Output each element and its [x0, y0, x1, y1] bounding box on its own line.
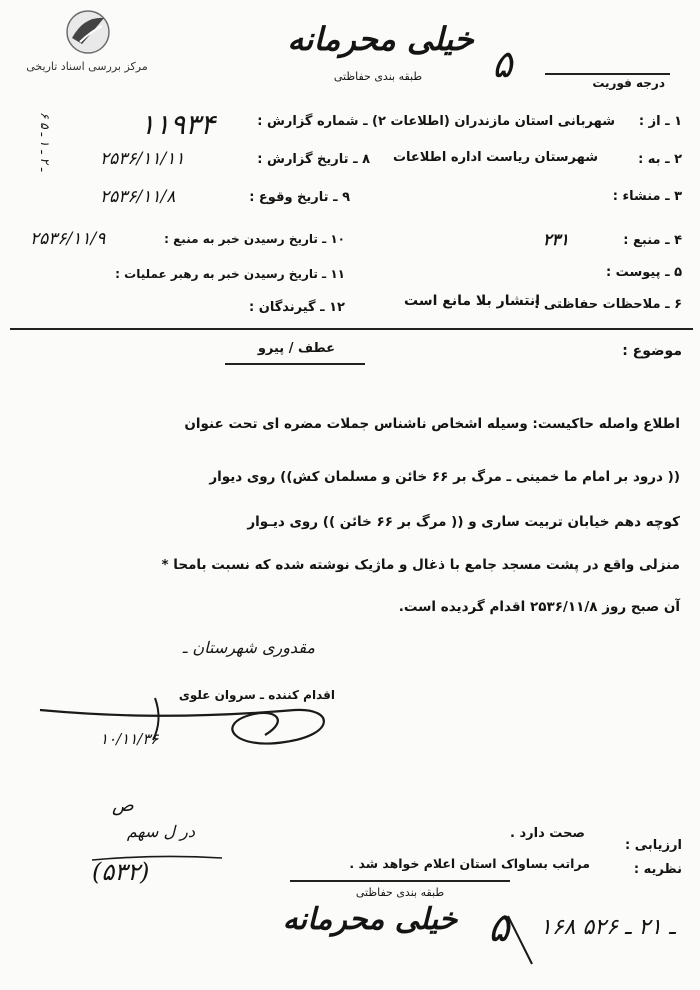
footer-hand-number: ۵ — [488, 905, 510, 951]
recipients-label: ۱۲ ـ گیرندگان : — [249, 300, 345, 315]
from-label: ۱ ـ از : — [638, 114, 682, 129]
handwritten-note: مقدوری شهرستان ـ — [182, 638, 315, 657]
subject-label: موضوع : — [622, 343, 682, 359]
margin-marks: ۶ ـ ۲ ـ ۱ ـ ۵ — [38, 112, 52, 172]
occurrence-date-value: ۲۵۳۶/۱۱/۸ — [100, 187, 176, 207]
footer-doc-code: ۱۶۸ ـ ۲۱ ـ ۵۲۶ — [540, 915, 676, 940]
action-date: ۱۰/۱۱/۳۶ — [100, 730, 159, 748]
security-label: ۶ ـ ملاحظات حفاظتی : — [534, 297, 682, 312]
action-officer-label: اقدام کننده ـ سروان علوی — [178, 688, 335, 702]
occurrence-date-label: ۹ ـ تاریخ وقوع : — [249, 190, 350, 205]
received-date-value: ۲۵۳۶/۱۱/۹ — [30, 229, 106, 249]
footer-hand-stroke — [500, 910, 540, 970]
security-value: انتشار بلا مانع است — [404, 293, 540, 309]
footer-classification-label: طبقه بندی حفاظتی — [355, 886, 445, 899]
body-line-1: اطلاع واصله حاکیست: وسیله اشخاص ناشناس جملات مضره ای تحت عنوان — [184, 416, 680, 432]
source-label: ۴ ـ منبع : — [623, 233, 682, 248]
fields-divider — [10, 328, 693, 330]
classification-label: طبقه بندی حفاظتی — [333, 70, 423, 83]
archive-logo — [12, 8, 172, 78]
to-label: ۲ ـ به : — [638, 152, 682, 167]
body-line-2: (( درود بر امام ما خمینی ـ مرگ بر ۶۶ خائن و مسلمان کش)) روی دیوار — [209, 469, 680, 485]
report-number: ۱۱۹۳۴ — [140, 108, 216, 141]
footer-classification-title: خیلی محرمانه — [282, 902, 458, 937]
body-line-4: منزلی واقع در پشت مسجد جامع با ذغال و ماژیک نوشته شده که نسبت بامحا * — [161, 557, 680, 573]
evaluation-value: صحت دارد . — [510, 826, 585, 841]
report-date-value: ۲۵۳۶/۱۱/۱۱ — [100, 149, 185, 169]
subject-rule — [225, 363, 365, 365]
classification-title: خیلی محرمانه — [287, 20, 474, 58]
subject-value: عطف / پیرو — [257, 341, 335, 356]
evaluation-label: ارزیابی : — [625, 838, 682, 853]
signature-stroke — [35, 680, 355, 770]
opinion-value: مراتب بساواک استان اعلام خواهد شد . — [349, 856, 590, 871]
report-date-label: ۸ ـ تاریخ گزارش : — [257, 152, 370, 167]
left-number: (۵۳۲) — [92, 858, 150, 886]
to-value: شهرستان ریاست اداره اطلاعات — [392, 150, 598, 165]
archive-logo-icon — [58, 8, 114, 56]
left-number-underline — [88, 852, 228, 866]
opinion-label: نظریه : — [633, 862, 682, 877]
classification-hand-number: ۵ — [492, 42, 513, 86]
attach-label: ۵ ـ پیوست : — [605, 265, 682, 280]
received-date-label: ۱۰ ـ تاریخ رسیدن خبر به منبع : — [164, 232, 345, 246]
body-line-5: آن صبح روز ۲۵۳۶/۱۱/۸ اقدام گردیده است. — [398, 599, 680, 615]
header-urgency-rule — [545, 73, 670, 75]
from-value: شهربانی استان مازندران (اطلاعات ۲) ـ شماره گزارش : — [257, 114, 615, 129]
urgency-label: درجه فوریت — [592, 76, 665, 90]
source-value: ۲۳۱ — [543, 230, 569, 249]
origin-label: ۳ ـ منشاء : — [612, 189, 682, 204]
left-initial: ص — [112, 795, 134, 816]
archive-logo-caption: مرکز بررسی اسناد تاریخی — [26, 60, 148, 73]
footer-rule — [290, 880, 510, 882]
ops-date-label: ۱۱ ـ تاریخ رسیدن خبر به رهبر عملیات : — [115, 267, 345, 281]
body-line-3: کوچه دهم خیابان تربیت ساری و (( مرگ بر ۶۶ خائن )) روی دیـوار — [247, 514, 680, 530]
left-note: در ل سهم — [126, 822, 195, 841]
